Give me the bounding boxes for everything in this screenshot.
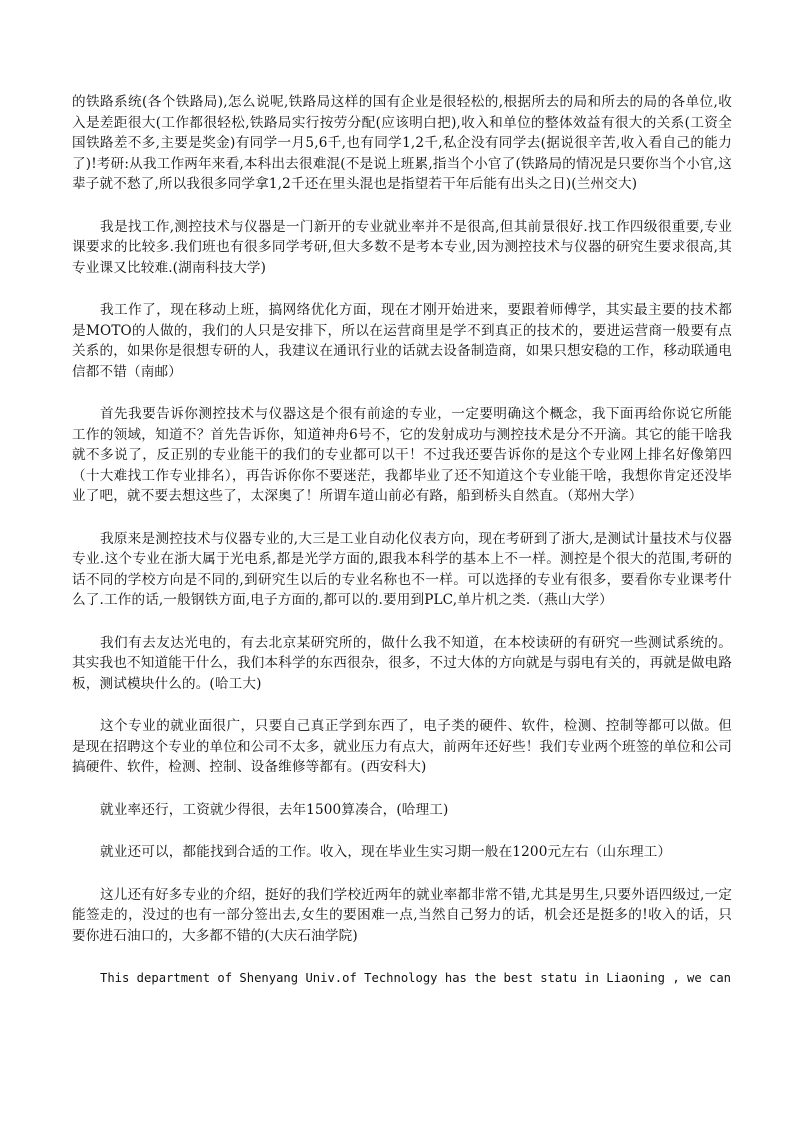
paragraph-hagongda: 我们有去友达光电的，有去北京某研究所的，做什么我不知道，在本校读研的有研究一些测试系统的。其实我也不知道能干什么，我们本科学的东西很杂，很多，不过大体的方向就是与弱电有关的，再就是做电路板，测试模块什么的。(哈工大)	[72, 634, 732, 692]
paragraph-shandong-ligong: 就业还可以，都能找到合适的工作。收入，现在毕业生实习期一般在1200元左右（山东理工）	[100, 844, 672, 860]
paragraph-shenyang-english: This department of Shenyang Univ.of Technology has the best statu in Liaoning , we can	[100, 971, 732, 985]
paragraph-lanzhou-jiaoda: 的铁路系统(各个铁路局),怎么说呢,铁路局这样的国有企业是很轻松的,根据所去的局和所去的局的各单位,收入是差距很大(工作都很轻松,铁路局实行按劳分配(应该明白把),收入和单位的整体效益有很大的关系(工资全国铁路差不多,主要是奖金)有同学一月5,6千,也有同学1,2千,私企没有同学去(据说很辛苦,收入看自己的能力了)!考研:从我工作两年来看,本科出去很难混(不是说上班累,指当个小官了(铁路局的情况是只要你当个小官,这辈子就不愁了,所以我很多同学拿1,2千还在里头混也是指望若干年后能有出头之日)(兰州交大)	[72, 94, 732, 192]
paragraph-yanshan: 我原来是测控技术与仪器专业的,大三是工业自动化仪表方向，现在考研到了浙大,是测试计量技术与仪器专业.这个专业在浙大属于光电系,都是光学方面的,跟我本科学的基本上不一样。测控是个很大的范围,考研的话不同的学校方向是不同的,到研究生以后的专业名称也不一样。可以选择的专业有很多，要看你专业课考什么了.工作的话,一般钢铁方面,电子方面的,都可以的.要用到PLC,单片机之类.（燕山大学）	[72, 530, 732, 608]
document-body	[72, 92, 732, 1011]
paragraph-haligong: 就业率还行，工资就少得很，去年1500算凑合，(哈理工)	[100, 801, 449, 818]
paragraph-nanyou: 我工作了，现在移动上班，搞网络优化方面，现在才刚开始进来，要跟着师傅学，其实最主要的技术都是MOTO的人做的，我们的人只是安排下，所以在运营商里是学不到真正的技术的，要进运营商一般要有点关系的，如果你是很想专研的人，我建议在通讯行业的话就去设备制造商，如果只想安稳的工作，移动联通电信都不错（南邮）	[72, 302, 732, 380]
paragraph-daqing-shiyou: 这儿还有好多专业的介绍，挺好的我们学校近两年的就业率都非常不错,尤其是男生,只要外语四级过,一定能签走的，没过的也有一部分签出去,女生的要困难一点,当然自己努力的话，机会还是挺多的!收入的话，只要你进石油口的，大多都不错的(大庆石油学院)	[72, 886, 732, 944]
paragraph-xian-keda: 这个专业的就业面很广，只要自己真正学到东西了，电子类的硬件、软件，检测、控制等都可以做。但是现在招聘这个专业的单位和公司不太多，就业压力有点大，前两年还好些！我们专业两个班签的单位和公司搞硬件、软件，检测、控制、设备维修等都有。(西安科大)	[72, 718, 732, 775]
paragraph-hunan-keji: 我是找工作,测控技术与仪器是一门新开的专业就业率并不是很高,但其前景很好.找工作四级很重要,专业课要求的比较多.我们班也有很多同学考研,但大多数不是考本专业,因为测控技术与仪器的研究生要求很高,其专业课又比较难.(湖南科技大学)	[72, 218, 732, 276]
paragraph-zhengzhou: 首先我要告诉你测控技术与仪器这是个很有前途的专业，一定要明确这个概念，我下面再给你说它所能工作的领域，知道不？首先告诉你，知道神舟6号不，它的发射成功与测控技术是分不开滴。其它的能干啥我就不多说了，反正别的专业能干的我们的专业都可以干！不过我还要告诉你的是这个专业网上排名好像第四（十大难找工作专业排名），再告诉你你不要迷茫，我都毕业了还不知道这个专业能干啥，我想你肯定还没毕业了吧，就不要去想这些了，太深奥了！所谓车道山前必有路，船到桥头自然直。（郑州大学）	[72, 406, 732, 504]
